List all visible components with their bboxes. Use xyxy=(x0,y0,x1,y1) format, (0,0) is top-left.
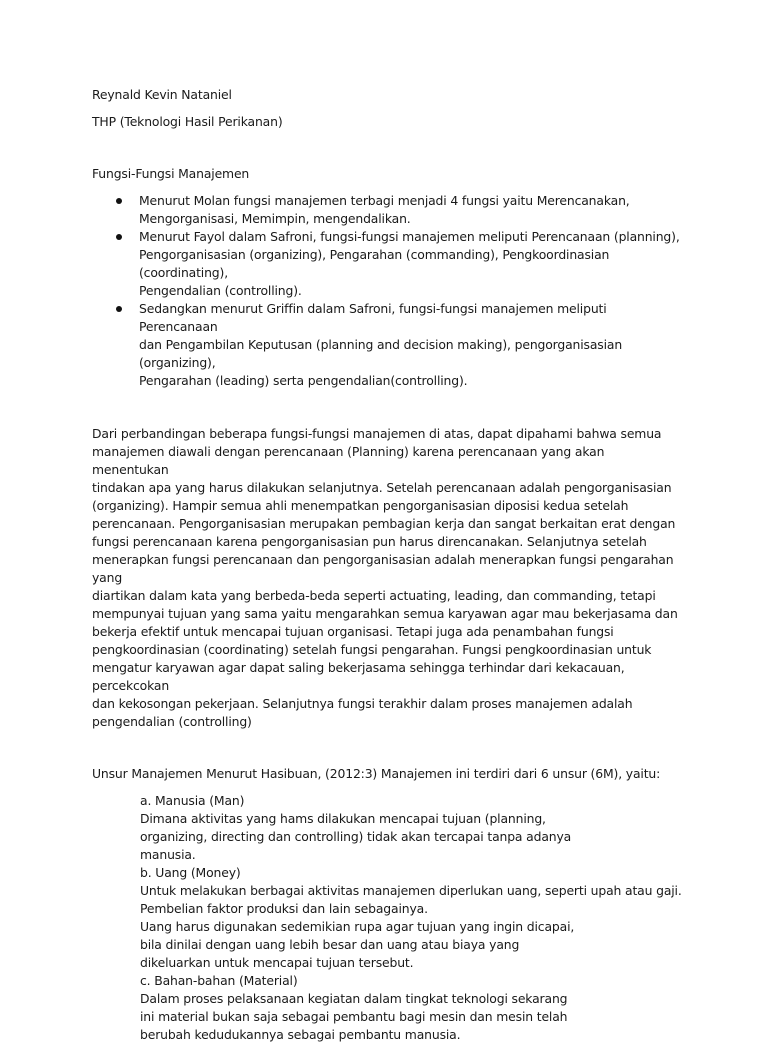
paragraph-line: (organizing). Hampir semua ahli menempatkan pengorganisasian diposisi kedua setelah xyxy=(92,498,629,513)
section-heading: Fungsi-Fungsi Manajemen xyxy=(92,166,250,181)
paragraph-line: mempunyai tujuan yang sama yaitu mengarahkan semua karyawan agar mau bekerjasama dan xyxy=(92,606,678,621)
element-line: Dalam proses pelaksanaan kegiatan dalam tingkat teknologi sekarang xyxy=(140,991,568,1006)
bullet-line: Pengendalian (controlling). xyxy=(139,283,302,298)
paragraph-line: dan kekosongan pekerjaan. Selanjutnya fungsi terakhir dalam proses manajemen adalah xyxy=(92,696,633,711)
study-program: THP (Teknologi Hasil Perikanan) xyxy=(92,114,283,129)
element-line: Pembelian faktor produksi dan lain sebagainya. xyxy=(140,901,428,916)
element-line: Untuk melakukan berbagai aktivitas manajemen diperlukan uang, seperti upah atau gaji. xyxy=(140,883,682,898)
bullet-icon xyxy=(116,234,122,240)
bullet-item xyxy=(92,300,682,390)
element-line: dikeluarkan untuk mencapai tujuan tersebut. xyxy=(140,955,414,970)
bullet-line: Mengorganisasi, Memimpin, mengendalikan. xyxy=(139,211,411,226)
paragraph-line: tindakan apa yang harus dilakukan selanjutnya. Setelah perencanaan adalah pengorganisasian xyxy=(92,480,672,495)
paragraph-line: manajemen diawali dengan perencanaan (Planning) karena perencanaan yang akan menentukan xyxy=(92,444,605,477)
bullet-icon xyxy=(116,198,122,204)
element-list xyxy=(92,792,682,1044)
bullet-icon xyxy=(116,306,122,312)
element-line: organizing, directing dan controlling) tidak akan tercapai tanpa adanya xyxy=(140,829,572,844)
bullet-line: Pengarahan (leading) serta pengendalian(controlling). xyxy=(139,373,468,388)
element-line: Uang harus digunakan sedemikian rupa agar tujuan yang ingin dicapai, xyxy=(140,919,575,934)
bullet-line: dan Pengambilan Keputusan (planning and decision making), pengorganisasian (organizing), xyxy=(139,337,623,370)
element-heading: c. Bahan-bahan (Material) xyxy=(140,973,298,988)
bullet-line: Pengorganisasian (organizing), Pengarahan (commanding), Pengkoordinasian (coordinating), xyxy=(139,247,610,280)
bullet-line: Sedangkan menurut Griffin dalam Safroni, fungsi-fungsi manajemen meliputi Perencanaan xyxy=(139,301,607,334)
paragraph-line: fungsi perencanaan karena pengorganisasian pun harus direncanakan. Selanjutnya setelah xyxy=(92,534,647,549)
document-body xyxy=(92,86,682,1044)
bullet-line: Menurut Fayol dalam Safroni, fungsi-fungsi manajemen meliputi Perencanaan (planning), xyxy=(139,229,680,244)
bullet-list xyxy=(92,192,682,390)
bullet-item xyxy=(92,192,682,228)
paragraph-line: menerapkan fungsi perencanaan dan pengorganisasian adalah menerapkan fungsi pengarahan yang xyxy=(92,552,674,585)
bullet-item xyxy=(92,228,682,300)
author-name: Reynald Kevin Nataniel xyxy=(92,87,232,102)
paragraph-line: Dari perbandingan beberapa fungsi-fungsi manajemen di atas, dapat dipahami bahwa semua xyxy=(92,426,662,441)
paragraph-line: pengendalian (controlling) xyxy=(92,714,252,729)
element-heading: b. Uang (Money) xyxy=(140,865,241,880)
bullet-line: Menurut Molan fungsi manajemen terbagi menjadi 4 fungsi yaitu Merencanakan, xyxy=(139,193,630,208)
element-line: bila dinilai dengan uang lebih besar dan uang atau biaya yang xyxy=(140,937,520,952)
paragraph-line: perencanaan. Pengorganisasian merupakan pembagian kerja dan sangat berkaitan erat dengan xyxy=(92,516,676,531)
paragraph-line: mengatur karyawan agar dapat saling bekerjasama sehingga terhindar dari kekacauan, percekcokan xyxy=(92,660,625,693)
comparison-paragraph xyxy=(92,425,682,731)
paragraph-line: diartikan dalam kata yang berbeda-beda seperti actuating, leading, dan commanding, tetapi xyxy=(92,588,656,603)
paragraph-line: bekerja efektif untuk mencapai tujuan organisasi. Tetapi juga ada penambahan fungsi xyxy=(92,624,614,639)
element-line: ini material bukan saja sebagai pembantu bagi mesin dan mesin telah xyxy=(140,1009,568,1024)
element-line: manusia. xyxy=(140,847,196,862)
unsur-intro: Unsur Manajemen Menurut Hasibuan, (2012:3) Manajemen ini terdiri dari 6 unsur (6M), yaitu: xyxy=(92,766,661,781)
paragraph-line: pengkoordinasian (coordinating) setelah fungsi pengarahan. Fungsi pengkoordinasian untuk xyxy=(92,642,652,657)
element-heading: a. Manusia (Man) xyxy=(140,793,245,808)
element-line: berubah kedudukannya sebagai pembantu manusia. xyxy=(140,1027,461,1042)
element-line: Dimana aktivitas yang hams dilakukan mencapai tujuan (planning, xyxy=(140,811,546,826)
